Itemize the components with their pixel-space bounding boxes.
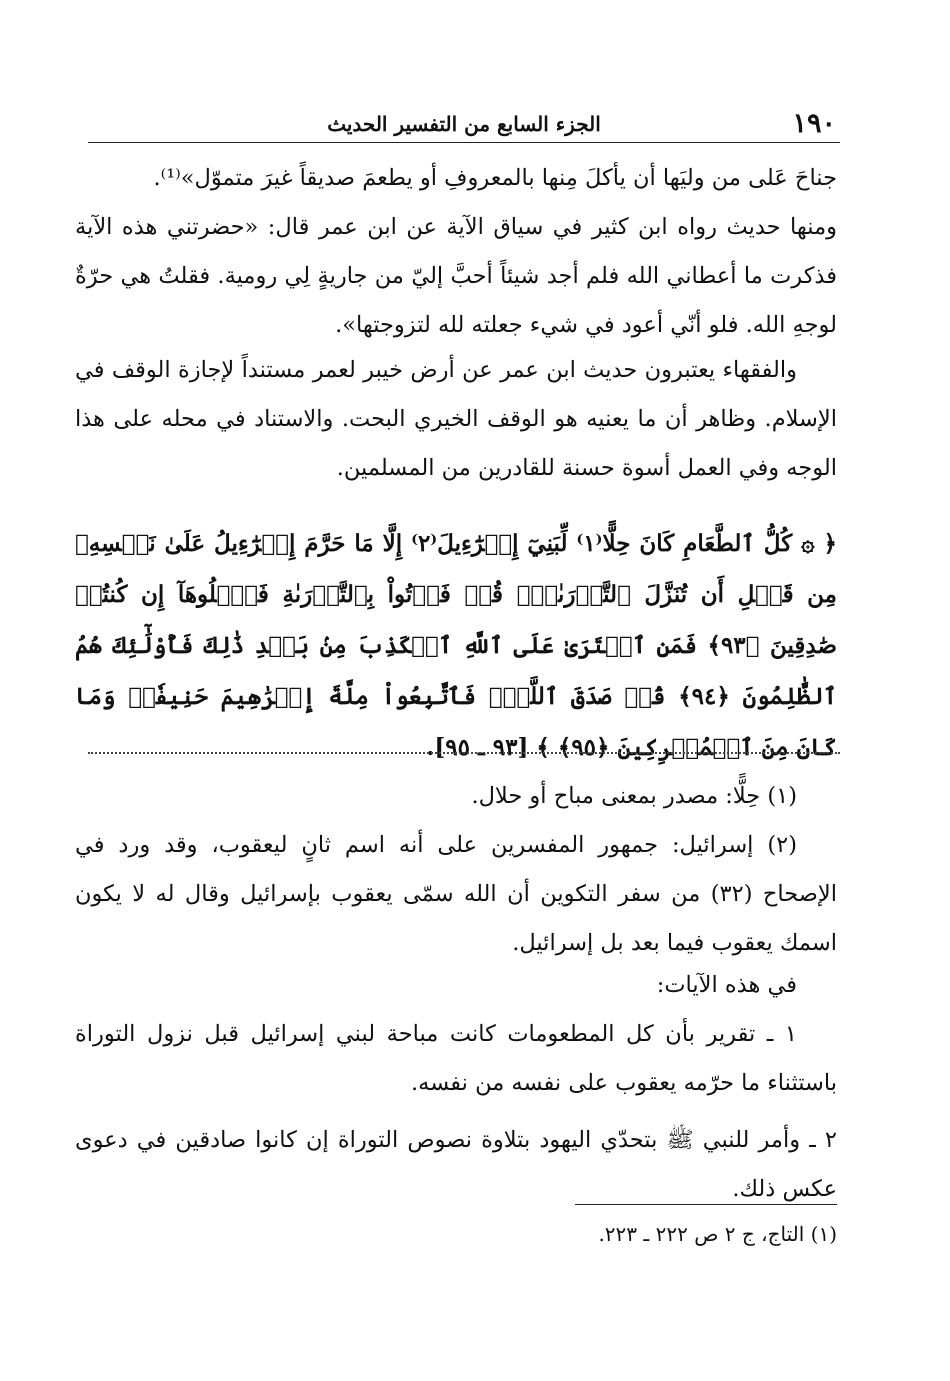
- paragraph-line: ومنها حديث رواه ابن كثير في سياق الآية عن ابن عمر قال: «حضرتني هذه الآية فذكرت ما أعطاني الله فلم أجد شيئاً أحبَّ إليّ من جاريةٍ لِي رومية. فقلتُ هي حرّةٌ لوجهِ الله. فلو أنّي أعود في شيء جعلته لله لتزوجتها».: [75, 214, 837, 338]
- quran-verses: ﴿ ۞ كُلُّ ٱلطَّعَامِ كَانَ حِلًّا⁽١⁾ لِّبَنِيٓ إِسۡرَٰٓءِيلَ⁽٢⁾ إِلَّا مَا حَرَّمَ إِسۡرَٰٓءِيلُ عَلَىٰ نَفۡسِهِۦ مِن قَبۡلِ أَن تُنَزَّلَ ٱلتَّوۡرَىٰةُۚ قُلۡ فَأۡتُواْ بِٱلتَّوۡرَىٰةِ فَٱتۡلُوهَآ إِن كُنتُمۡ صَٰدِقِينَ ﴿٩٣﴾ فَمَنِ ٱفۡتَرَىٰ عَلَى ٱللَّهِ ٱلۡكَذِبَ مِنۢ بَعۡدِ ذَٰلِكَ فَأُوْلَٰٓئِكَ هُمُ ٱلظَّٰلِمُونَ ﴿٩٤﴾ قُلۡ صَدَقَ ٱللَّهُۗ فَٱتَّبِعُواْ مِلَّةَ إِبۡرَٰهِيمَ حَنِيفٗاۖ وَمَا كَانَ مِنَ ٱلۡمُشۡرِكِينَ ﴿٩٥﴾ ﴾ [٩٣ ـ ٩٥].: [75, 530, 837, 761]
- paragraph-line: جناحَ عَلى من وليَها أن يأكلَ مِنها بالمعروفِ أو يطعمَ صديقاً غيرَ متموّل»⁽¹⁾.: [153, 165, 837, 191]
- footnote-rule: [575, 1204, 837, 1205]
- commentary-item-2: ٢ ـ وأمر للنبي ﷺ بتحدّي اليهود بتلاوة نصوص التوراة إن كانوا صادقين في دعوى عكس ذلك.: [75, 1127, 837, 1202]
- section-title: في هذه الآيات:: [656, 972, 797, 998]
- footnote: (١) التاج، ج ٢ ص ٢٢٢ ـ ٢٢٣.: [598, 1222, 837, 1246]
- page-header: [88, 108, 840, 143]
- paragraph-jurists: [75, 346, 837, 493]
- page-number: ١٩٠: [792, 108, 836, 139]
- paragraph-hadith: [75, 154, 837, 350]
- notes-section: [75, 772, 837, 968]
- commentary-item-1: ١ ـ تقرير بأن كل المطعومات كانت مباحة لبني إسرائيل قبل نزول التوراة باستثناء ما حرّمه يعقوب على نفسه من نفسه.: [75, 1021, 837, 1096]
- dotted-divider: [88, 752, 840, 754]
- note-1: (١) حِلًّا: مصدر بمعنى مباح أو حلال.: [471, 783, 797, 809]
- paragraph-text: والفقهاء يعتبرون حديث ابن عمر عن أرض خيبر لعمر مستنداً لإجازة الوقف في الإسلام. وظاهر أن ما يعنيه هو الوقف الخيري البحت. والاستناد في محله على هذا الوجه وفي العمل أسوة حسنة للقادرين من المسلمين.: [75, 357, 837, 481]
- running-title: الجزء السابع من التفسير الحديث: [327, 112, 601, 136]
- note-2: (٢) إسرائيل: جمهور المفسرين على أنه اسم ثانٍ ليعقوب، وقد ورد في الإصحاح (٣٢) من سفر التكوين أن الله سمّى يعقوب بإسرائيل وقال له لا يكون اسمك يعقوب فيما بعد بل إسرائيل.: [75, 832, 838, 956]
- verses-commentary: [75, 961, 837, 1214]
